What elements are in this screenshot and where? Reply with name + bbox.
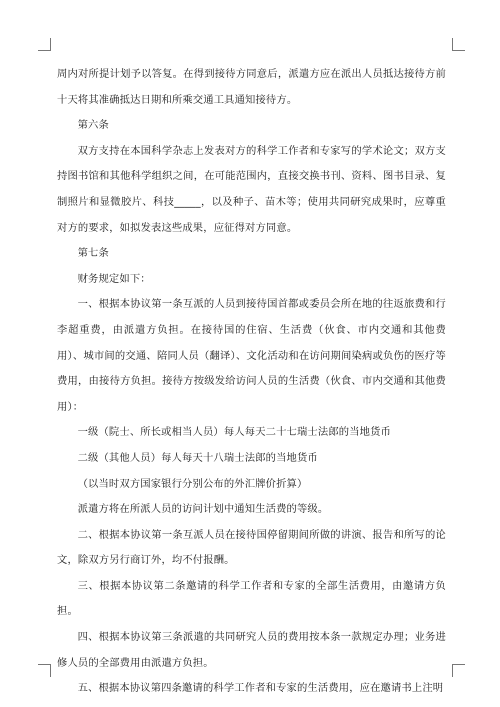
level-notification: 派遣方将在所派人员的访问计划中通知生活费的等级。 — [77, 503, 329, 516]
crop-mark-top-left — [38, 38, 51, 51]
crop-mark-top-right — [452, 38, 465, 51]
article-6-heading: 第六条 — [77, 119, 109, 132]
document-body — [57, 62, 446, 702]
allowance-level-2: 二级（其他人员）每人每天十八瑞士法郎的当地货币 — [77, 451, 318, 464]
paragraph-continuation: 周内对所提计划予以答复。在得到接待方同意后，派遣方应在派出人员抵达接待方前十天将其准确抵达日期和所乘交通工具通知接待方。 — [57, 68, 446, 106]
clause-3: 三、根据本协议第二条邀请的科学工作者和专家的全部生活费用，由邀请方负担。 — [57, 579, 446, 618]
crop-mark-bottom-left — [38, 664, 51, 677]
exchange-rate-note: （以当时双方国家银行分别公布的外汇牌价折算） — [77, 477, 308, 490]
article-6-body: 双方支持在本国科学杂志上发表对方的科学工作者和专家写的学术论文；双方支持图书馆和其他科学组织之间，在可能范围内，直接交换书刊、资料、图书目录、复制照片和显微胶片、科技_____，以及种子、苗木等；使用共同研究成果时，应尊重对方的要求，如拟发表这些成果，应征得对方同意。 — [57, 144, 446, 234]
clause-5: 五、根据本协议第四条邀请的科学工作者和专家的生活费用，应在邀请书上注明 — [77, 682, 444, 695]
article-7-heading: 第七条 — [77, 247, 109, 260]
clause-4: 四、根据本协议第三条派遣的共同研究人员的费用按本条一款规定办理；业务进修人员的全部费用由派遣方负担。 — [57, 631, 446, 669]
crop-mark-bottom-right — [452, 664, 465, 677]
clause-2: 二、根据本协议第一条互派人员在接待国停留期间所做的讲演、报告和所写的论文，除双方另行商订外，均不付报酬。 — [57, 528, 446, 567]
allowance-level-1: 一级（院士、所长或相当人员）每人每天二十七瑞士法郎的当地货币 — [77, 426, 391, 439]
financial-rules-intro: 财务规定如下： — [77, 272, 151, 285]
clause-1: 一、根据本协议第一条互派的人员到接待国首都或委员会所在地的往返旅费和行李超重费，由派遣方负担。在接待国的住宿、生活费（伙食、市内交通和其他费用）、城市间的交通、陪同人员（翻译）、文化活动和在访问期间染病或负伤的医疗等费用，由接待方负担。接待方按级发给访问人员的生活费（伙食、市内交通和其他费用）： — [57, 298, 446, 413]
